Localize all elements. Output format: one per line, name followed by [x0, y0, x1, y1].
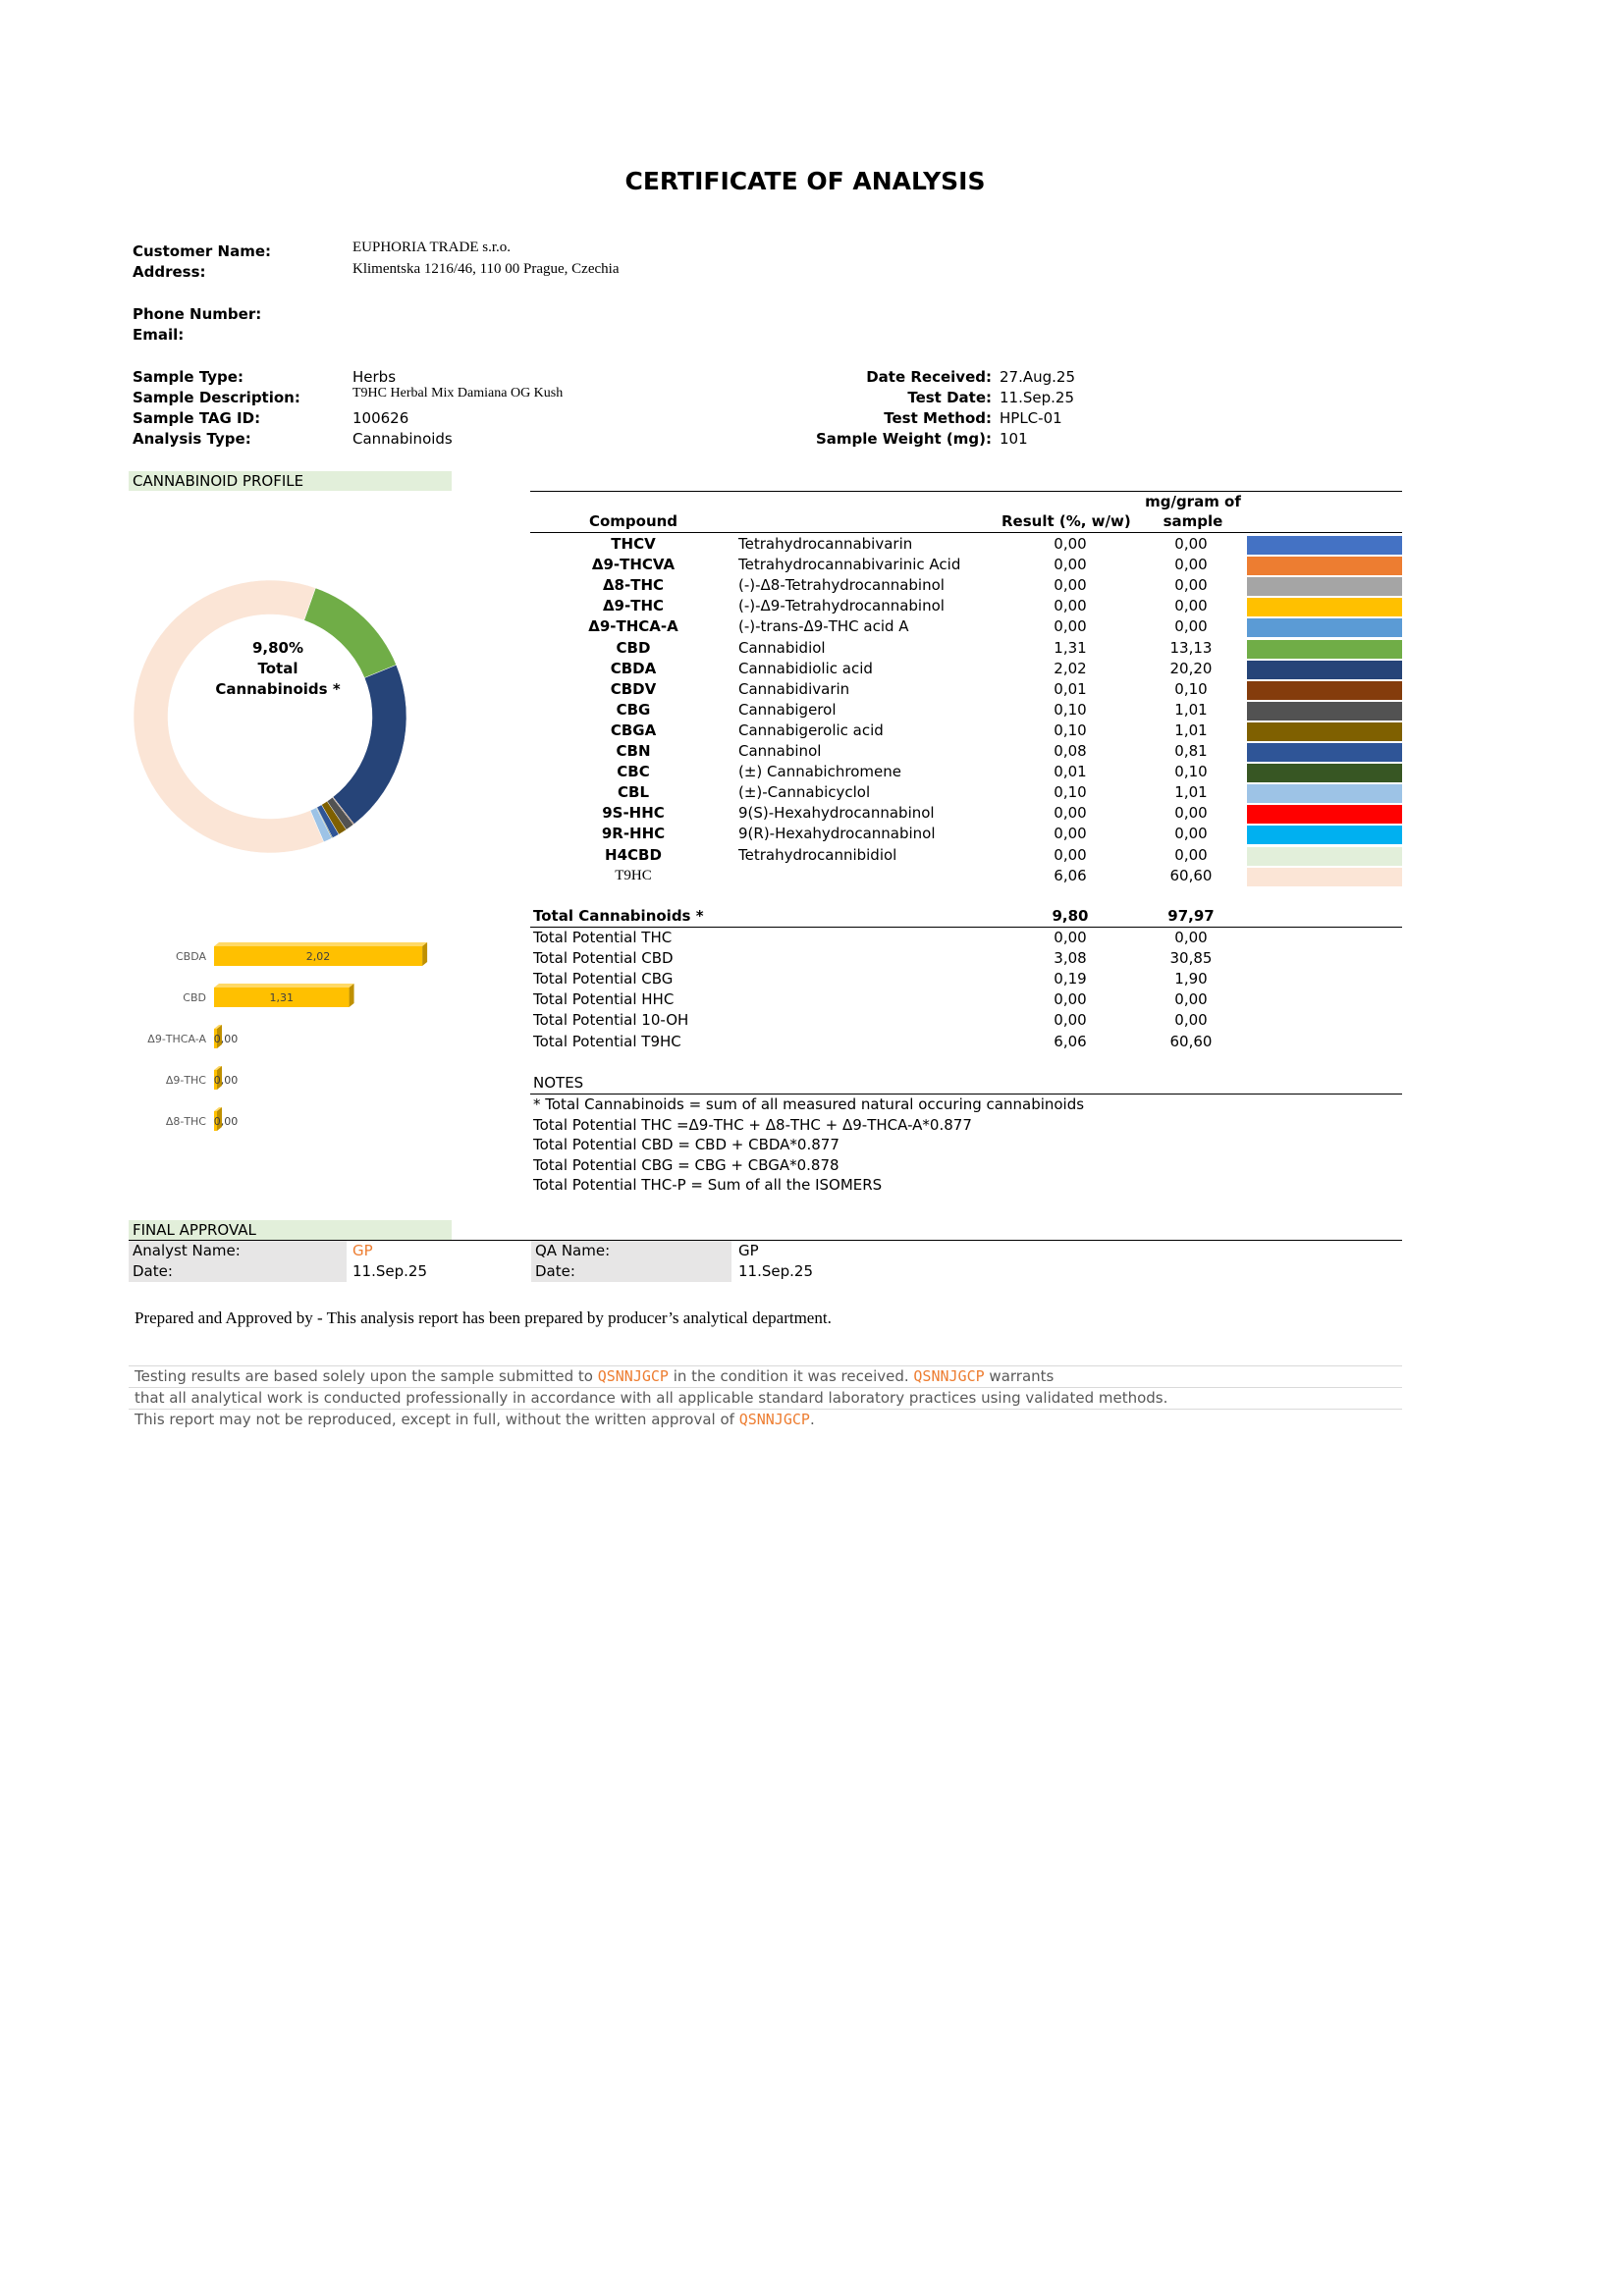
potential-mg: 0,00	[1174, 1011, 1208, 1030]
bar-value-label: 1,31	[269, 991, 295, 1004]
compound-name: Cannabidivarin	[738, 679, 850, 698]
donut-total-pct: 9,80%	[251, 639, 304, 657]
footer-text: This report may not be reproduced, except in full, without the written approval of	[135, 1411, 739, 1428]
compound-color-swatch	[1247, 557, 1402, 575]
compound-name: (-)-trans-Δ9-THC acid A	[738, 617, 909, 636]
compound-pct: 0,00	[1054, 597, 1087, 615]
analysis-type-label: Analysis Type:	[133, 430, 251, 448]
total-cannabinoids-pct: 9,80	[1052, 907, 1089, 925]
compound-name: Cannabigerol	[738, 700, 837, 719]
note-line: Total Potential CBD = CBD + CBDA*0.877	[533, 1136, 839, 1153]
compound-color-swatch	[1247, 661, 1402, 679]
analysis-type: Cannabinoids	[352, 430, 453, 448]
compound-name: Tetrahydrocannabivarinic Acid	[738, 556, 961, 574]
compound-pct: 2,02	[1054, 659, 1087, 677]
qa-date-label: Date:	[531, 1261, 731, 1282]
compound-code: CBN	[616, 742, 651, 760]
potential-pct: 0,00	[1054, 929, 1087, 946]
footer-text: warrants	[984, 1367, 1055, 1385]
compound-pct: 0,10	[1054, 700, 1087, 719]
compound-pct: 0,00	[1054, 576, 1087, 595]
compound-code: Δ9-THC	[602, 597, 665, 615]
potential-pct: 0,00	[1054, 990, 1087, 1009]
customer-name-label: Customer Name:	[133, 242, 271, 260]
bar-value-label: 0,00	[213, 1033, 239, 1045]
compound-pct: 0,00	[1054, 804, 1087, 823]
sample-tag: 100626	[352, 409, 409, 427]
donut-center-label	[180, 638, 376, 700]
compound-name: (±) Cannabichromene	[738, 763, 901, 781]
prepared-statement: Prepared and Approved by - This analysis report has been prepared by producer’s analytical department.	[135, 1308, 832, 1327]
note-line: Total Potential THC-P = Sum of all the ISOMERS	[533, 1176, 883, 1194]
compound-color-swatch	[1247, 598, 1402, 616]
cannabinoid-donut-chart	[128, 574, 412, 859]
sample-type-label: Sample Type:	[133, 368, 244, 386]
potential-pct: 3,08	[1054, 949, 1087, 968]
qa-name-label: QA Name:	[531, 1241, 731, 1261]
compound-name: 9(R)-Hexahydrocannabinol	[738, 825, 936, 843]
sample-tag-label: Sample TAG ID:	[133, 409, 261, 427]
notes-list	[533, 1095, 1084, 1196]
potential-label: Total Potential CBD	[533, 949, 674, 968]
analyst-date: 11.Sep.25	[352, 1262, 427, 1280]
compound-name: Cannabidiolic acid	[738, 659, 873, 677]
potential-label: Total Potential HHC	[533, 990, 675, 1009]
compound-code: 9R-HHC	[601, 825, 666, 843]
sample-weight-label: Sample Weight (mg):	[815, 430, 992, 448]
cannabinoid-bar-chart	[128, 937, 452, 1153]
total-cannabinoids-mg: 97,97	[1167, 907, 1215, 925]
bar-value-label: 0,00	[213, 1074, 239, 1087]
potential-pct: 0,00	[1054, 1011, 1087, 1030]
compound-name: Tetrahydrocannabivarin	[738, 535, 913, 553]
compound-pct: 0,01	[1054, 763, 1087, 781]
potential-pct: 0,19	[1054, 970, 1087, 988]
compound-code: T9HC	[615, 867, 652, 883]
lab-brand: QSNNJGCP	[738, 1411, 810, 1428]
compound-pct: 0,10	[1054, 721, 1087, 739]
compound-pct: 0,10	[1054, 783, 1087, 802]
date-received-label: Date Received:	[866, 368, 992, 386]
compound-code: Δ9-THCVA	[591, 556, 676, 574]
compound-mg: 0,10	[1174, 763, 1208, 781]
footer-disclaimer	[129, 1365, 1402, 1430]
footer-text: in the condition it was received.	[668, 1367, 914, 1385]
potential-mg: 1,90	[1174, 970, 1208, 988]
note-line: Total Potential THC =Δ9-THC + Δ8-THC + Δ9-THCA-A*0.877	[533, 1115, 972, 1134]
potential-pct: 6,06	[1054, 1032, 1087, 1050]
date-received: 27.Aug.25	[1000, 368, 1075, 386]
compound-name: (-)-Δ9-Tetrahydrocannabinol	[738, 597, 945, 615]
bar-top	[214, 984, 354, 988]
footer-line-2: that all analytical work is conducted professionally in accordance with all applicable standard laboratory practices using validated methods.	[129, 1388, 1402, 1410]
compound-mg: 0,00	[1174, 535, 1208, 553]
compound-code: CBL	[618, 783, 649, 802]
email-label: Email:	[133, 326, 185, 344]
sample-desc: T9HC Herbal Mix Damiana OG Kush	[352, 386, 564, 400]
lab-brand: QSNNJGCP	[913, 1367, 985, 1385]
compound-color-swatch	[1247, 681, 1402, 700]
compound-color-swatch	[1247, 577, 1402, 596]
footer-text: Testing results are based solely upon the sample submitted to	[135, 1367, 598, 1385]
compound-mg: 0,00	[1174, 804, 1208, 823]
notes-header: NOTES	[533, 1074, 584, 1092]
analyst-date-label: Date:	[129, 1261, 347, 1282]
compound-code: THCV	[611, 535, 656, 553]
compound-color-swatch	[1247, 805, 1402, 824]
potential-mg: 30,85	[1169, 949, 1213, 968]
donut-total-word: Total	[257, 660, 298, 677]
compound-mg: 0,00	[1174, 576, 1208, 595]
compound-code: CBDV	[610, 679, 657, 698]
compound-color-swatch	[1247, 764, 1402, 782]
compound-pct: 0,00	[1054, 556, 1087, 574]
potential-label: Total Potential THC	[533, 929, 673, 946]
divider	[530, 491, 1402, 492]
compound-code: CBG	[616, 700, 651, 719]
compound-mg: 20,20	[1169, 659, 1213, 677]
cannabinoid-profile-header: CANNABINOID PROFILE	[129, 471, 452, 491]
sample-weight: 101	[1000, 430, 1028, 448]
compound-color-swatch	[1247, 743, 1402, 762]
bar-category-label: CBDA	[175, 950, 206, 963]
compound-code: 9S-HHC	[602, 804, 665, 823]
bar-value-label: 0,00	[213, 1115, 239, 1128]
bar-category-label: Δ9-THC	[165, 1074, 206, 1087]
sample-desc-label: Sample Description:	[133, 389, 300, 406]
bar-category-label: CBD	[183, 991, 206, 1004]
compound-code: Δ8-THC	[602, 576, 665, 595]
compound-mg: 1,01	[1174, 700, 1208, 719]
compound-mg: 0,00	[1174, 597, 1208, 615]
compound-color-swatch	[1247, 536, 1402, 555]
customer-name: EUPHORIA TRADE s.r.o.	[352, 240, 511, 255]
compound-mg: 13,13	[1169, 638, 1213, 657]
test-date: 11.Sep.25	[1000, 389, 1074, 406]
footer-line-1	[129, 1366, 1402, 1388]
col-mg-sample: sample	[1163, 512, 1223, 530]
sample-type: Herbs	[352, 368, 397, 386]
test-method-label: Test Method:	[884, 409, 992, 427]
bar-value-label: 2,02	[305, 950, 331, 963]
qa-name: GP	[738, 1242, 759, 1259]
compound-mg: 0,00	[1174, 825, 1208, 843]
divider	[530, 532, 1402, 533]
compound-name: Cannabinol	[738, 742, 822, 760]
potential-mg: 0,00	[1174, 929, 1208, 946]
compound-name: 9(S)-Hexahydrocannabinol	[738, 804, 935, 823]
compound-name: Cannabigerolic acid	[738, 721, 884, 739]
total-cannabinoids-label: Total Cannabinoids *	[533, 907, 704, 925]
analyst-name: GP	[352, 1242, 373, 1259]
analyst-name-label: Analyst Name:	[129, 1241, 347, 1261]
donut-slice-t9hc	[134, 580, 324, 853]
potential-label: Total Potential CBG	[533, 970, 674, 988]
compound-color-swatch	[1247, 722, 1402, 741]
bar-category-label: Δ8-THC	[165, 1115, 206, 1128]
compound-color-swatch	[1247, 640, 1402, 659]
compound-mg: 0,10	[1174, 679, 1208, 698]
donut-total-caption: Cannabinoids *	[215, 680, 341, 698]
phone-label: Phone Number:	[133, 305, 262, 323]
compound-pct: 0,01	[1054, 679, 1087, 698]
compound-pct: 0,00	[1054, 617, 1087, 636]
col-compound: Compound	[588, 512, 678, 530]
footer-line-3	[129, 1410, 1402, 1430]
test-method: HPLC-01	[1000, 409, 1062, 427]
compound-code: H4CBD	[605, 845, 662, 864]
potential-label: Total Potential T9HC	[533, 1032, 681, 1050]
compound-mg: 0,00	[1174, 617, 1208, 636]
page-title: CERTIFICATE OF ANALYSIS	[624, 167, 986, 195]
note-line: * Total Cannabinoids = sum of all measured natural occuring cannabinoids	[533, 1095, 1085, 1113]
compound-pct: 0,00	[1054, 845, 1087, 864]
compound-mg: 0,00	[1174, 845, 1208, 864]
bar-side	[422, 942, 427, 966]
qa-date: 11.Sep.25	[738, 1262, 813, 1280]
potential-mg: 0,00	[1174, 990, 1208, 1009]
compound-pct: 6,06	[1054, 866, 1087, 884]
compound-color-swatch	[1247, 702, 1402, 721]
compound-mg: 1,01	[1174, 721, 1208, 739]
compound-mg: 60,60	[1169, 866, 1213, 884]
compound-code: CBGA	[610, 721, 657, 739]
compound-pct: 1,31	[1054, 638, 1087, 657]
bar-top	[214, 942, 427, 946]
address-value: Klimentska 1216/46, 110 00 Prague, Czechia	[352, 261, 620, 277]
lab-brand: QSNNJGCP	[597, 1367, 669, 1385]
compound-color-swatch	[1247, 868, 1402, 886]
compound-pct: 0,00	[1054, 825, 1087, 843]
footer-text: .	[809, 1411, 815, 1428]
bar-side	[350, 984, 354, 1007]
compound-color-swatch	[1247, 784, 1402, 803]
potential-label: Total Potential 10-OH	[533, 1011, 689, 1030]
compound-name: (-)-Δ8-Tetrahydrocannabinol	[738, 576, 945, 595]
compound-name: Tetrahydrocannibidiol	[738, 845, 897, 864]
compound-code: CBC	[617, 763, 650, 781]
address-label: Address:	[133, 263, 206, 281]
compound-mg: 0,00	[1174, 556, 1208, 574]
col-mg: mg/gram of	[1145, 493, 1241, 510]
compound-name: (±)-Cannabicyclol	[738, 783, 871, 802]
compound-code: CBDA	[610, 659, 657, 677]
compound-name: Cannabidiol	[738, 638, 826, 657]
note-line: Total Potential CBG = CBG + CBGA*0.878	[533, 1155, 839, 1174]
compound-color-swatch	[1247, 847, 1402, 866]
compound-color-swatch	[1247, 618, 1402, 637]
compound-mg: 0,81	[1174, 742, 1208, 760]
compound-color-swatch	[1247, 826, 1402, 844]
final-approval-header: FINAL APPROVAL	[129, 1220, 452, 1240]
compound-pct: 0,08	[1054, 742, 1087, 760]
potential-mg: 60,60	[1169, 1032, 1213, 1050]
compound-code: Δ9-THCA-A	[588, 617, 678, 636]
col-result: Result (%, w/w)	[1001, 512, 1131, 530]
compound-mg: 1,01	[1174, 783, 1208, 802]
compound-code: CBD	[616, 638, 651, 657]
bar-category-label: Δ9-THCA-A	[147, 1033, 206, 1045]
test-date-label: Test Date:	[907, 389, 992, 406]
compound-pct: 0,00	[1054, 535, 1087, 553]
